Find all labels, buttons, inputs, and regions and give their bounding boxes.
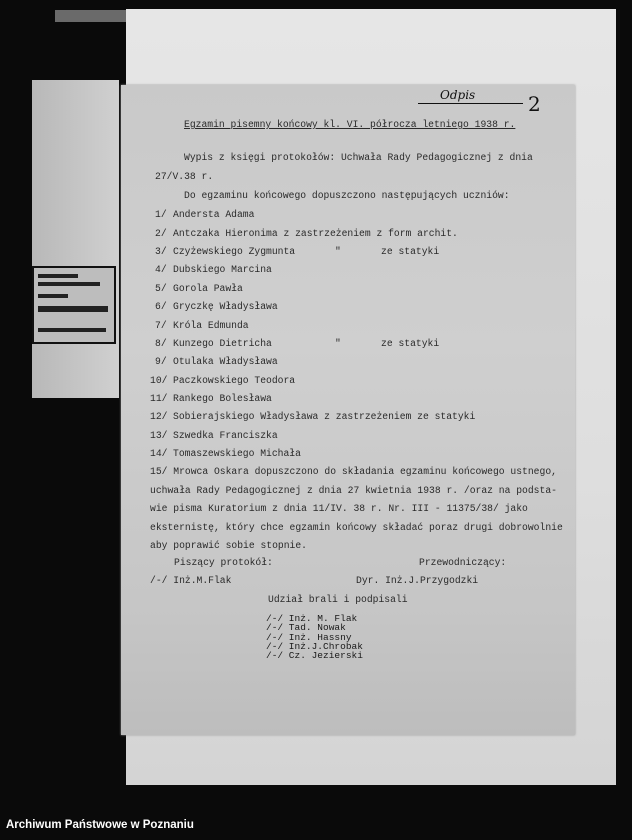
item15-line: eksternistę, który chce egzamin końcowy składać poraz drugi dobrowolnie (150, 521, 563, 533)
film-edge (55, 10, 130, 22)
student-note: ze statyki (381, 338, 440, 349)
item15-line: wie pisma Kuratorium z dnia 11/IV. 38 r. Nr. III - 11375/38/ jako (150, 503, 528, 514)
recorder-name: /-/ Inż.M.Flak (150, 575, 232, 586)
student-name: Szwedka Franciszka (173, 430, 278, 441)
student-name: Czyżewskiego Zygmunta (173, 246, 296, 257)
archive-stamp (32, 266, 116, 344)
item15-line: uchwała Rady Pedagogicznej z dnia 27 kwietnia 1938 r. /oraz na podsta- (150, 484, 557, 496)
student-name: Rankego Bolesława (173, 393, 272, 404)
intro-line: Do egzaminu końcowego dopuszczono następujących uczniów: (184, 190, 510, 201)
participant-signature: /-/ Inż. Hassny (266, 631, 352, 643)
student-number: 9/ (155, 356, 167, 367)
student-number: 6/ (155, 301, 167, 312)
chair-name: Dyr. Inż.J.Przygodzki (356, 575, 479, 586)
student-number: 3/ (155, 246, 167, 257)
side-paper-strip (32, 80, 119, 398)
student-number: 2/ (155, 228, 167, 239)
student-number: 11/ (150, 393, 168, 404)
ditto-mark: " (335, 338, 341, 349)
recorder-label: Piszący protokół: (174, 557, 273, 568)
chair-label: Przewodniczący: (419, 557, 507, 568)
item15-line: 15/ Mrowca Oskara dopuszczono do składania egzaminu końcowego ustnego, (150, 466, 557, 477)
student-number: 14/ (150, 448, 168, 459)
student-name: Otulaka Władysława (173, 356, 278, 367)
student-name: Dubskiego Marcina (173, 264, 272, 275)
student-name: Antczaka Hieronima z zastrzeżeniem z form archit. (173, 228, 458, 239)
student-number: 8/ (155, 338, 167, 349)
archive-footer: Archiwum Państwowe w Poznaniu (6, 819, 194, 831)
participants-label: Udział brali i podpisali (268, 594, 408, 605)
student-name: Kunzego Dietricha (173, 338, 272, 349)
student-note: ze statyki (381, 246, 440, 257)
participant-signature: /-/ Tad. Nowak (266, 622, 346, 634)
page-number: 2 (528, 92, 541, 116)
student-name: Króla Edmunda (173, 320, 249, 331)
student-number: 13/ (150, 430, 168, 441)
intro-line: 27/V.38 r. (155, 171, 214, 182)
student-number: 7/ (155, 320, 167, 331)
student-name: Andersta Adama (173, 209, 255, 220)
document-title: Egzamin pisemny końcowy kl. VI. półrocza letniego 1938 r. (184, 119, 516, 130)
student-name: Tomaszewskiego Michała (173, 448, 301, 459)
participant-signature: /-/ Cz. Jezierski (266, 650, 363, 662)
student-number: 5/ (155, 283, 167, 294)
student-name: Gryczkę Władysława (173, 301, 278, 312)
student-name: Sobierajskiego Władysława z zastrzeżeniem ze statyki (173, 411, 476, 422)
ditto-mark: " (335, 246, 341, 257)
student-number: 10/ (150, 375, 168, 386)
student-name: Gorola Pawła (173, 283, 243, 294)
handwritten-note: Odpis (440, 88, 476, 102)
item15-line: aby poprawić sobie stopnie. (150, 540, 307, 551)
handwritten-underline (418, 103, 523, 104)
participant-signature: /-/ Inż.J.Chrobak (266, 640, 363, 652)
student-number: 1/ (155, 209, 167, 220)
participant-signature: /-/ Inż. M. Flak (266, 613, 358, 624)
student-number: 4/ (155, 264, 167, 275)
student-number: 12/ (150, 411, 168, 422)
student-name: Paczkowskiego Teodora (173, 375, 296, 386)
intro-line: Wypis z księgi protokołów: Uchwała Rady Pedagogicznej z dnia (184, 152, 533, 163)
